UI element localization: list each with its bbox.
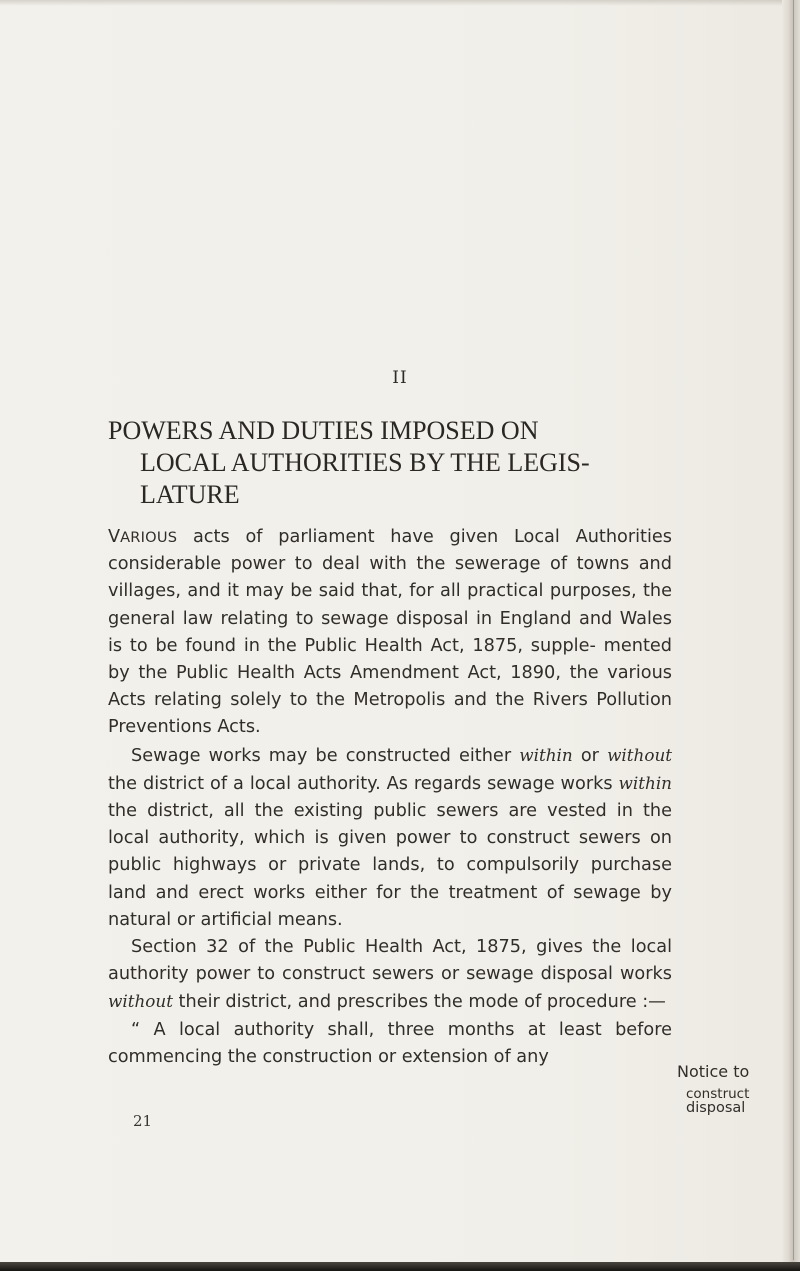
page-bottom-edge [0,1262,800,1271]
margin-note-line: Notice to [677,1062,750,1081]
paragraph-2 [108,742,672,934]
page-gutter-line [793,0,794,1260]
quotation: “ A local authority shall, three months at least before commencing the construction or extension of any [108,1019,672,1067]
italic-term: without [108,991,173,1012]
paragraph-2-text: the district, all the existing public sewers are vested in the local authority, which is given power to construct sewers on public highways or private lands, to compulsorily purchase land and erect works either for the treatment of sewage by natural or artificial means. [108,801,672,930]
paragraph-1-text: acts of parliament have given Local Authorities considerable power to deal with the sewerage of towns and villages, and it may be said that, for all practical purposes, the general law relating to sewage disposal in England and Wales is to be found in the Public Health Act, 1875, supple- mented by the Public Health Acts Amendment Act, 1890, the various Acts relating solely to the Metropolis and the Rivers Pollution Preventions Acts. [108,527,672,738]
italic-term: within [519,744,573,765]
margin-note-line: construct [686,1086,750,1102]
drop-letter: V [108,527,121,547]
chapter-number: II [392,368,408,388]
page-top-shadow [0,0,800,6]
body-text [108,524,672,1071]
page-gutter [782,0,800,1271]
margin-note-line: disposal [686,1100,746,1116]
chapter-title-line: POWERS AND DUTIES IMPOSED ON [108,416,539,445]
chapter-title [108,415,673,511]
paragraph-2-text: or [572,745,608,766]
printer-signature-mark: 21 [133,1112,153,1130]
paragraph-3-text: Section 32 of the Public Health Act, 1875, gives the local authority power to construct sewers or sewage disposal works [108,937,672,985]
italic-term: without [607,744,672,765]
paragraph-3 [108,934,672,1017]
chapter-title-line: LATURE [140,480,240,509]
chapter-title-line: LOCAL AUTHORITIES BY THE LEGIS- [140,448,590,477]
paragraph-1 [108,524,672,742]
paragraph-3-text: their district, and prescribes the mode of procedure :— [172,992,666,1013]
smallcaps-word: ARIOUS [120,529,178,546]
paragraph-2-text: Sewage works may be constructed either [131,745,520,766]
italic-term: within [618,772,672,793]
paragraph-2-text: the district of a local authority. As regards sewage works [108,773,619,794]
